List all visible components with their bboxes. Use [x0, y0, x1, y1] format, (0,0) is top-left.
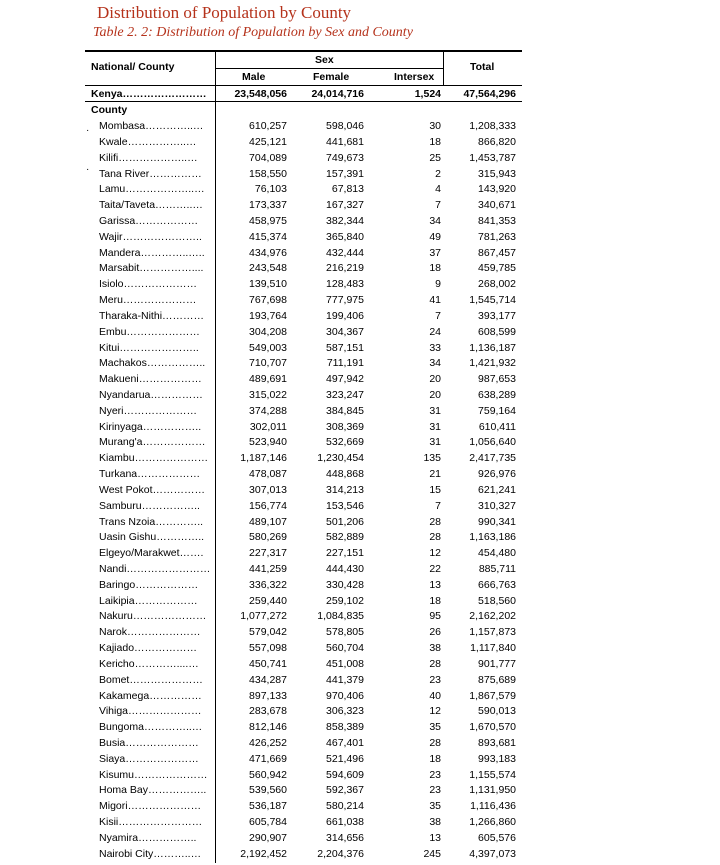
county-name: Laikipia………………	[99, 594, 198, 607]
county-name: Samburu……………..	[99, 499, 200, 512]
county-name: Tana River……………	[99, 167, 202, 180]
total-value: 866,820	[478, 135, 516, 148]
county-name: Turkana………………	[99, 468, 201, 480]
intersex-value: 22	[429, 563, 441, 575]
male-value: 173,337	[249, 199, 287, 212]
total-value: 1,157,873	[469, 626, 516, 639]
total-value: 901,777	[478, 657, 516, 670]
total-value: 454,480	[478, 547, 516, 560]
total-value: 1,867,579	[469, 689, 516, 702]
national-row-total: 47,564,296	[463, 88, 516, 100]
total-value: 1,136,187	[469, 341, 516, 354]
intersex-value: 245	[423, 847, 441, 860]
total-value: 893,681	[478, 737, 516, 749]
header-sex: Sex	[315, 54, 334, 66]
female-value: 384,845	[326, 404, 364, 417]
national-row-female: 24,014,716	[311, 88, 364, 100]
total-value: 1,208,333	[469, 120, 516, 132]
total-value: 621,241	[478, 483, 516, 496]
intersex-value: 40	[429, 689, 441, 702]
male-value: 336,322	[249, 578, 287, 591]
intersex-value: 20	[429, 373, 441, 386]
intersex-value: 34	[429, 214, 441, 227]
female-value: 199,406	[326, 309, 364, 322]
county-name: Kisii……………………	[99, 816, 203, 829]
intersex-value: 18	[429, 262, 441, 275]
female-value: 432,444	[326, 246, 364, 259]
male-value: 450,741	[249, 657, 287, 670]
county-name: Meru…………………	[99, 294, 197, 306]
male-value: 374,288	[249, 404, 287, 417]
male-value: 812,146	[249, 721, 287, 734]
county-name: Kajiado………………	[99, 642, 198, 655]
header-intersex: Intersex	[394, 71, 435, 83]
female-value: 501,206	[326, 515, 364, 528]
male-value: 158,550	[249, 167, 287, 180]
intersex-value: 7	[435, 499, 441, 512]
intersex-value: 37	[429, 246, 441, 259]
female-value: 167,327	[326, 199, 364, 212]
intersex-value: 35	[429, 721, 441, 734]
header-male: Male	[242, 71, 266, 83]
county-name: Nairobi City………..…	[99, 847, 202, 860]
female-value: 304,367	[326, 325, 364, 338]
intersex-value: 28	[429, 737, 441, 749]
county-name: Elgeyo/Marakwet…….	[99, 547, 204, 560]
total-value: 2,162,202	[469, 610, 516, 623]
total-value: 875,689	[478, 673, 516, 686]
female-value: 308,369	[326, 420, 364, 433]
male-value: 539,560	[249, 784, 287, 797]
male-value: 243,548	[249, 262, 287, 275]
male-value: 315,022	[249, 388, 287, 401]
total-value: 1,116,436	[470, 800, 516, 813]
sex-group-rule	[216, 68, 444, 69]
county-name: Makueni………………	[99, 373, 202, 386]
intersex-value: 31	[429, 436, 441, 449]
county-name: Vihiga…………………	[99, 705, 202, 718]
total-value: 393,177	[478, 309, 516, 322]
female-value: 67,813	[331, 183, 364, 196]
national-row-name: Kenya……………………	[91, 88, 207, 100]
male-value: 897,133	[249, 689, 287, 702]
male-value: 767,698	[249, 294, 287, 306]
total-value: 926,976	[478, 468, 516, 480]
county-name: Wajir…………………..	[99, 230, 202, 243]
county-name: Kilifi………………..…	[99, 151, 198, 164]
female-value: 592,367	[326, 784, 364, 797]
female-value: 330,428	[326, 578, 364, 591]
county-section-label: County	[91, 104, 128, 116]
header-total: Total	[470, 61, 495, 73]
total-column-divider	[443, 51, 444, 86]
intersex-value: 28	[429, 515, 441, 528]
intersex-value: 25	[429, 151, 441, 164]
male-value: 434,976	[249, 246, 287, 259]
female-value: 580,214	[326, 800, 364, 813]
female-value: 314,656	[326, 831, 364, 844]
total-value: 1,163,186	[469, 531, 516, 544]
page-title: Distribution of Population by County	[97, 3, 352, 22]
national-row-male: 23,548,056	[234, 88, 287, 100]
intersex-value: 30	[429, 120, 441, 132]
header-national-county: National/ County	[91, 61, 175, 73]
female-value: 157,391	[326, 167, 364, 180]
male-value: 489,691	[249, 373, 287, 386]
county-name: Lamu………………..…	[99, 183, 205, 196]
intersex-value: 18	[429, 594, 441, 607]
county-name: Bomet…………………	[99, 673, 203, 686]
female-value: 749,673	[326, 151, 364, 164]
intersex-value: 20	[429, 388, 441, 401]
county-name: Kitui…………………..	[99, 341, 199, 354]
female-value: 711,191	[326, 357, 364, 370]
male-value: 704,089	[249, 151, 287, 164]
intersex-value: 9	[435, 278, 441, 291]
county-name: Busia…………………	[99, 737, 199, 749]
total-value: 605,576	[478, 831, 516, 844]
female-value: 578,805	[326, 626, 364, 639]
female-value: 448,868	[326, 468, 364, 480]
total-value: 315,943	[478, 167, 516, 180]
county-name: Murang'a………………	[99, 436, 206, 449]
total-value: 781,263	[478, 230, 516, 243]
male-value: 710,707	[249, 357, 287, 370]
female-value: 227,151	[326, 547, 364, 560]
male-value: 523,940	[249, 436, 287, 449]
male-value: 304,208	[249, 325, 287, 338]
total-value: 987,653	[478, 373, 516, 386]
female-value: 153,546	[326, 499, 364, 512]
stray-mark: ·	[86, 164, 90, 175]
total-value: 268,002	[478, 278, 516, 291]
male-value: 415,374	[249, 230, 287, 243]
intersex-value: 95	[429, 610, 441, 623]
county-name: Kwale……………..…	[99, 135, 197, 148]
county-name: Nandi……………………	[99, 563, 211, 575]
total-value: 518,560	[478, 594, 516, 607]
intersex-value: 38	[429, 816, 441, 829]
intersex-value: 26	[429, 626, 441, 639]
intersex-value: 41	[429, 294, 441, 306]
county-name: Tharaka-Nithi…………	[99, 309, 205, 322]
total-value: 610,411	[478, 420, 516, 433]
female-value: 382,344	[326, 214, 364, 227]
female-value: 451,008	[326, 657, 364, 670]
intersex-value: 34	[429, 357, 441, 370]
intersex-value: 4	[435, 183, 441, 196]
female-value: 594,609	[326, 768, 364, 781]
county-name: Homa Bay……………..	[99, 784, 207, 797]
female-value: 598,046	[326, 120, 364, 132]
national-row-intersex: 1,524	[414, 88, 441, 100]
male-value: 610,257	[249, 120, 287, 132]
male-value: 458,975	[249, 214, 287, 227]
stray-mark: ·	[86, 125, 90, 136]
male-value: 1,187,146	[240, 452, 287, 465]
intersex-value: 38	[429, 642, 441, 655]
intersex-value: 23	[429, 673, 441, 686]
male-value: 307,013	[249, 483, 287, 496]
intersex-value: 31	[429, 420, 441, 433]
intersex-value: 15	[429, 483, 441, 496]
county-name: Isiolo…………………	[99, 278, 198, 291]
female-value: 587,151	[326, 341, 364, 354]
total-value: 990,341	[478, 515, 516, 528]
intersex-value: 13	[429, 578, 441, 591]
intersex-value: 21	[429, 468, 441, 480]
intersex-value: 18	[429, 135, 441, 148]
male-value: 283,678	[249, 705, 287, 718]
table-top-rule	[85, 50, 522, 52]
male-value: 290,907	[249, 831, 287, 844]
intersex-value: 33	[429, 341, 441, 354]
county-name: Baringo………………	[99, 578, 199, 591]
intersex-value: 23	[429, 784, 441, 797]
female-value: 314,213	[326, 483, 364, 496]
male-value: 156,774	[249, 499, 287, 512]
total-value: 4,397,073	[469, 847, 516, 860]
county-column-divider	[215, 51, 216, 863]
female-value: 532,669	[326, 436, 364, 449]
female-value: 777,975	[326, 294, 364, 306]
county-name: Mandera…………..…..	[99, 246, 205, 259]
county-name: Machakos……………..	[99, 357, 206, 370]
county-name: Marsabit……………....	[99, 262, 204, 275]
total-value: 841,353	[478, 214, 516, 227]
total-value: 759,164	[478, 404, 516, 417]
intersex-value: 7	[435, 199, 441, 212]
male-value: 579,042	[249, 626, 287, 639]
male-value: 434,287	[249, 673, 287, 686]
county-name: Nyeri…………………	[99, 404, 198, 417]
county-name: Siaya…………………	[99, 752, 199, 765]
intersex-value: 7	[435, 309, 441, 322]
female-value: 444,430	[326, 563, 364, 575]
female-value: 365,840	[326, 230, 364, 243]
female-value: 970,406	[326, 689, 364, 702]
female-value: 1,230,454	[317, 452, 364, 465]
county-name: Garissa………………	[99, 214, 199, 227]
total-value: 1,131,950	[469, 784, 516, 797]
intersex-value: 135	[423, 452, 441, 465]
male-value: 478,087	[249, 468, 287, 480]
county-name: Embu…………………	[99, 325, 200, 338]
female-value: 128,483	[326, 278, 364, 291]
county-name: Nakuru…………………	[99, 610, 207, 623]
male-value: 139,510	[249, 278, 287, 291]
male-value: 441,259	[249, 563, 287, 575]
female-value: 441,681	[326, 135, 364, 148]
header-female: Female	[313, 71, 350, 83]
female-value: 497,942	[326, 373, 364, 386]
male-value: 2,192,452	[240, 847, 287, 860]
total-value: 459,785	[478, 262, 516, 275]
total-value: 993,183	[478, 752, 516, 765]
county-name: Kirinyaga……………..	[99, 420, 202, 433]
female-value: 467,401	[326, 737, 364, 749]
female-value: 582,889	[326, 531, 364, 544]
male-value: 489,107	[249, 515, 287, 528]
total-value: 2,417,735	[469, 452, 516, 465]
total-value: 666,763	[478, 578, 516, 591]
male-value: 605,784	[249, 816, 287, 829]
total-value: 340,671	[478, 199, 516, 212]
total-value: 1,056,640	[469, 436, 516, 449]
male-value: 549,003	[249, 341, 287, 354]
male-value: 302,011	[249, 420, 287, 433]
total-value: 1,155,574	[469, 768, 516, 781]
intersex-value: 31	[429, 404, 441, 417]
male-value: 259,440	[249, 594, 287, 607]
county-name: Nyandarua……………	[99, 388, 203, 401]
male-value: 76,103	[254, 183, 287, 196]
male-value: 227,317	[249, 547, 287, 560]
female-value: 216,219	[326, 262, 364, 275]
male-value: 425,121	[249, 135, 287, 148]
male-value: 560,942	[249, 768, 287, 781]
intersex-value: 49	[429, 230, 441, 243]
female-value: 858,389	[326, 721, 364, 734]
total-value: 590,013	[478, 705, 516, 718]
intersex-value: 24	[429, 325, 441, 338]
male-value: 557,098	[249, 642, 287, 655]
male-value: 471,669	[249, 752, 287, 765]
total-value: 310,327	[478, 499, 516, 512]
county-name: Mombasa…………..…	[99, 120, 204, 132]
total-value: 1,453,787	[469, 151, 516, 164]
female-value: 1,084,835	[317, 610, 364, 623]
male-value: 193,764	[249, 309, 287, 322]
county-name: Taita/Taveta………..…	[99, 199, 203, 212]
intersex-value: 28	[429, 657, 441, 670]
female-value: 306,323	[326, 705, 364, 718]
total-value: 608,599	[478, 325, 516, 338]
intersex-value: 2	[435, 167, 441, 180]
male-value: 1,077,272	[240, 610, 287, 623]
total-value: 1,670,570	[469, 721, 516, 734]
county-name: Migori…………………	[99, 800, 202, 813]
total-value: 1,421,932	[469, 357, 516, 370]
female-value: 323,247	[326, 388, 364, 401]
male-value: 426,252	[249, 737, 287, 749]
total-value: 143,920	[478, 183, 516, 196]
total-value: 1,117,840	[470, 642, 516, 655]
table-caption: Table 2. 2: Distribution of Population by Sex and County	[93, 25, 413, 40]
county-name: West Pokot……………	[99, 483, 205, 496]
total-value: 867,457	[478, 246, 516, 259]
intersex-value: 18	[429, 752, 441, 765]
county-name: Kisumu…………………	[99, 768, 208, 781]
female-value: 661,038	[326, 816, 364, 829]
male-value: 536,187	[249, 800, 287, 813]
female-value: 441,379	[326, 673, 364, 686]
female-value: 259,102	[326, 594, 364, 607]
county-name: Narok…………………	[99, 626, 201, 639]
male-value: 580,269	[249, 531, 287, 544]
intersex-value: 35	[429, 800, 441, 813]
female-value: 2,204,376	[317, 847, 364, 860]
intersex-value: 23	[429, 768, 441, 781]
county-name: Trans Nzoia…………..	[99, 515, 204, 528]
total-value: 1,545,714	[469, 294, 516, 306]
county-name: Nyamira……………..	[99, 831, 197, 844]
intersex-value: 28	[429, 531, 441, 544]
county-name: Uasin Gishu…………..	[99, 531, 205, 544]
intersex-value: 12	[429, 705, 441, 718]
female-value: 560,704	[326, 642, 364, 655]
total-value: 885,711	[478, 563, 516, 575]
county-name: Kericho…………....…	[99, 657, 199, 670]
total-value: 638,289	[478, 388, 516, 401]
intersex-value: 12	[429, 547, 441, 560]
intersex-value: 13	[429, 831, 441, 844]
county-name: Bungoma…………..…	[99, 721, 203, 734]
county-name: Kiambu…………………	[99, 452, 209, 465]
total-value: 1,266,860	[469, 816, 516, 829]
county-name: Kakamega……………	[99, 689, 202, 702]
female-value: 521,496	[326, 752, 364, 765]
